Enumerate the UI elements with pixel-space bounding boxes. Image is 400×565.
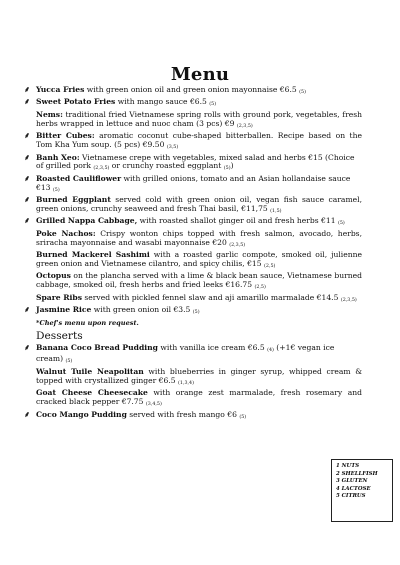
- allergen-legend: [331, 459, 393, 522]
- allergen-codes: (5): [52, 187, 60, 193]
- menu-item: [36, 111, 362, 132]
- item-description: with roasted shallot ginger oil and fresh herbs €11: [137, 216, 338, 226]
- item-name: Bitter Cubes:: [36, 131, 95, 141]
- allergen-codes: (1,5): [270, 208, 282, 214]
- item-description: served with fresh mango €6: [126, 409, 240, 419]
- menu-item: [24, 216, 362, 229]
- allergen-codes: (2,3,5): [229, 242, 246, 248]
- allergen-codes: (5): [209, 102, 217, 108]
- item-description: ): [230, 161, 234, 171]
- item-name: Burned Eggplant: [36, 195, 111, 205]
- item-description: aromatic coconut cube-shaped bitterballen. Recipe based on the Tom Kha Yum soup. (5 pcs) €9.50: [36, 131, 362, 150]
- legend-entry: 1 NUTS: [336, 463, 360, 469]
- allergen-codes: (1,3,4): [178, 380, 194, 386]
- item-description: traditional fried Vietnamese spring rolls with ground pork, vegetables, fresh herbs wrapped in lettuce and nuoc cham (3 pcs) €9: [36, 109, 362, 128]
- menu-item: [36, 230, 362, 251]
- vegan-icon: ⸙: [24, 97, 30, 107]
- vegan-icon: ⸙: [24, 131, 30, 141]
- item-description: with orange zest marmalade, fresh rosemary and cracked black pepper €7.75: [36, 388, 362, 407]
- item-name: Roasted Cauliflower: [36, 173, 122, 183]
- item-name: Banh Xeo:: [36, 152, 80, 162]
- allergen-codes: (5): [192, 310, 200, 316]
- item-name: Spare Ribs: [36, 292, 82, 302]
- menu-title: Menu: [170, 64, 230, 85]
- vegan-icon: ⸙: [24, 342, 30, 352]
- item-name: Grilled Nappa Cabbage,: [36, 216, 138, 226]
- legend-entry: 5 CITRUS: [336, 493, 366, 500]
- allergen-codes: (4): [267, 347, 274, 353]
- chef-note: *Chef's menu upon request.: [36, 318, 139, 327]
- item-name: Jasmine Rice: [36, 305, 92, 315]
- allergen-codes: (5): [223, 166, 231, 172]
- item-description: on the plancha served with a lime & black bean sauce, Vietnamese burned cabbage, smoked oil, fresh herbs and fried leeks €16.75: [36, 271, 362, 290]
- item-description: with green onion oil €3.5: [91, 305, 193, 315]
- menu-item: [36, 251, 362, 272]
- item-name: Yucca Fries: [36, 85, 85, 94]
- mains-list: [24, 85, 362, 318]
- menu-item: [24, 173, 362, 196]
- item-description: (+1€ vegan ice cream): [36, 342, 335, 364]
- item-name: Burned Mackerel Sashimi: [36, 250, 150, 260]
- vegan-icon: ⸙: [24, 305, 30, 315]
- allergen-codes: (5): [239, 414, 247, 420]
- legend-entry: 2 SHELLFISH: [336, 470, 378, 477]
- menu-list: [24, 85, 362, 423]
- item-name: Goat Cheese Cheesecake: [36, 388, 148, 398]
- vegan-icon: ⸙: [24, 173, 30, 183]
- item-description: Vietnamese crepe with vegetables, mixed salad and herbs €15 (Choice of grilled pork: [36, 152, 355, 171]
- dessert-item: [36, 368, 362, 389]
- item-name: Banana Coco Bread Pudding: [36, 342, 158, 352]
- item-name: Octopus: [36, 271, 71, 281]
- menu-item: [24, 152, 362, 175]
- dessert-item: [24, 342, 362, 368]
- allergen-codes: (2,5): [264, 263, 276, 269]
- menu-item: [36, 272, 362, 293]
- item-description: with a roasted garlic compote, smoked oil, julienne green onion and Vietnamese cilantro, and spicy chilis, €15: [36, 250, 362, 268]
- menu-item: [24, 131, 362, 153]
- item-description: with vanilla ice cream €6.5: [158, 342, 268, 352]
- menu-item: [24, 97, 362, 110]
- allergen-codes: (3,5): [166, 145, 179, 151]
- vegan-icon: ⸙: [24, 85, 30, 94]
- legend-entry: 3 GLUTEN: [336, 478, 368, 485]
- desserts-heading: Desserts: [36, 329, 83, 342]
- allergen-codes: (2,3,5): [93, 166, 110, 172]
- item-description: with mango sauce €6.5: [115, 97, 210, 107]
- allergen-codes: (5): [299, 90, 306, 95]
- vegan-icon: ⸙: [24, 195, 30, 205]
- allergen-codes: (2,5): [254, 285, 266, 291]
- item-name: Nems:: [36, 109, 63, 119]
- dessert-item: [36, 389, 362, 410]
- item-name: Poke Nachos:: [36, 228, 96, 238]
- item-description: with blueberries in ginger syrup, whipped cream & topped with crystallized ginger €6.5: [36, 366, 362, 385]
- allergen-codes: (5): [65, 359, 73, 365]
- item-description: with green onion oil and green onion mayonnaise €6.5: [84, 85, 300, 94]
- vegan-icon: ⸙: [24, 216, 30, 226]
- item-description: or crunchy roasted eggplant: [109, 161, 224, 171]
- item-description: served cold with green onion oil, vegan fish sauce caramel, green onions, crunchy seaweed and fresh Thai basil, €11,75: [36, 195, 362, 213]
- item-name: Walnut Tuile Neapolitan: [36, 366, 144, 376]
- vegan-icon: ⸙: [24, 409, 30, 419]
- desserts-list: [24, 342, 362, 423]
- item-name: Coco Mango Pudding: [36, 409, 127, 419]
- menu-item: [24, 195, 362, 217]
- legend-entry: 4 LACTOSE: [336, 485, 371, 492]
- dessert-item: [24, 409, 362, 423]
- menu-item: [24, 85, 362, 98]
- allergen-codes: (5): [337, 221, 345, 227]
- allergen-codes: (2,3,5): [236, 123, 253, 129]
- item-description: served with pickled fennel slaw and aji amarillo marmalade €14.5: [81, 292, 341, 302]
- allergen-codes: (2,3,5): [340, 297, 357, 303]
- allergen-codes: (3,4,5): [145, 402, 162, 408]
- menu-item: [36, 294, 362, 306]
- vegan-icon: ⸙: [24, 152, 30, 162]
- item-description: with grilled onions, tomato and an Asian hollandaise sauce €13: [36, 173, 351, 192]
- item-name: Sweet Potato Fries: [36, 97, 116, 107]
- menu-item: [24, 305, 362, 318]
- item-description: Crispy wonton chips topped with fresh salmon, avocado, herbs, sriracha mayonnaise and wasabi mayonnaise €20: [36, 228, 362, 247]
